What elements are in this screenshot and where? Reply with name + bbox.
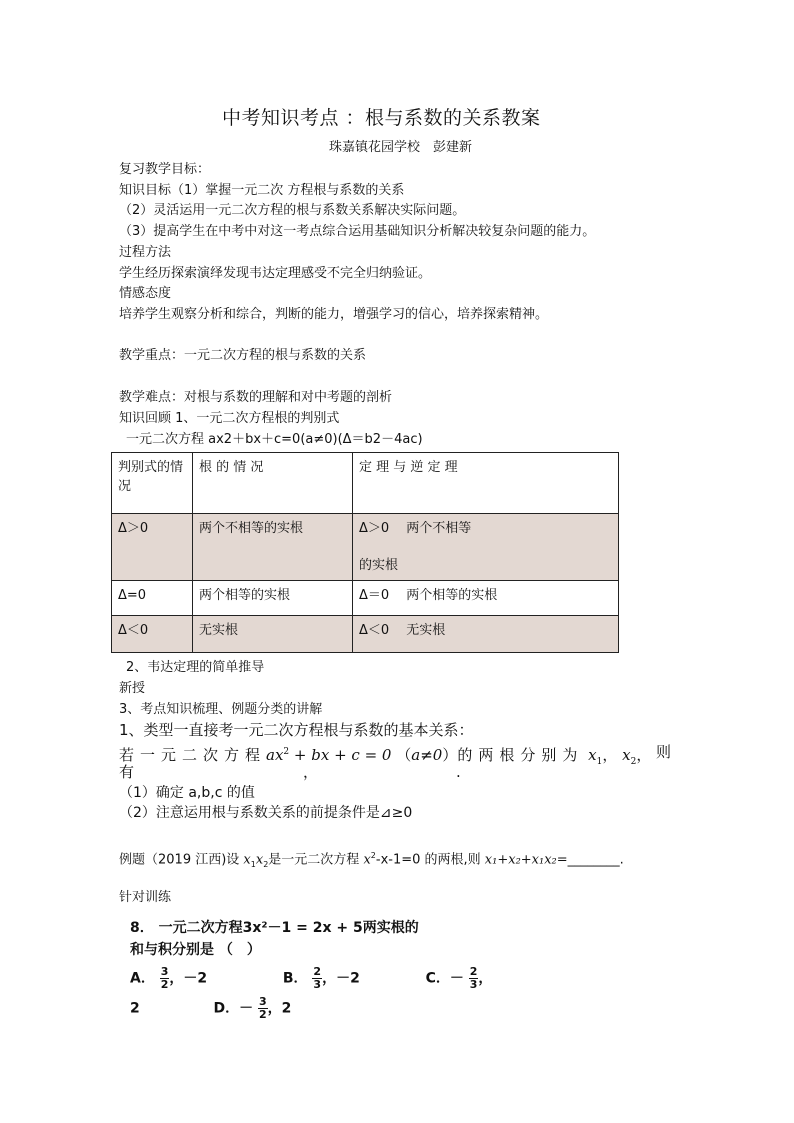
goal-3: （3）提高学生在中考中对这一考点综合运用基础知识分析解决较复杂问题的能力。 <box>119 224 596 239</box>
review-goal-heading: 复习教学目标： <box>119 162 211 177</box>
example-lead: 例题（2019 江西)设 <box>119 852 244 868</box>
author-line: 珠嘉镇花园学校 彭建新 <box>329 140 473 155</box>
cell-theorem-line2: 的实根 <box>359 558 399 573</box>
cond: a≠0 <box>411 746 443 764</box>
header-discriminant: 判别式的情况 <box>112 453 193 514</box>
option-a-num: 3 <box>160 965 169 978</box>
option-c-num: 2 <box>469 965 478 978</box>
example-eq-rest: -x-1=0 的两根,则 <box>375 852 485 868</box>
root-x2: x <box>622 746 631 764</box>
example-x2: x <box>255 852 264 868</box>
difficulty: 教学难点：对根与系数的理解和对中考题的剖析 <box>119 390 393 405</box>
comma: ， <box>636 746 652 764</box>
section-2: 2、韦达定理的简单推导 <box>126 660 265 675</box>
option-d-num: 3 <box>259 995 267 1008</box>
goal-2: （2）灵活运用一元二次方程的根与系数关系解决实际问题。 <box>119 203 466 218</box>
cond-open: （ <box>396 746 412 764</box>
table-row <box>112 581 619 616</box>
cond-close: ） <box>442 746 458 764</box>
cell-roots: 两个不相等的实根 <box>193 514 353 581</box>
option-a-fraction <box>160 966 170 991</box>
table-row <box>112 616 619 653</box>
option-b-den: 3 <box>313 978 322 991</box>
example-blank: ________. <box>567 852 624 868</box>
option-c-tail: 2 <box>130 1000 140 1017</box>
cell-disc: Δ=0 <box>112 581 193 616</box>
header-roots: 根 的 情 况 <box>193 453 353 514</box>
comma-2: ， <box>303 763 319 781</box>
cell-roots: 无实根 <box>193 616 353 653</box>
example-mid: 是一元二次方程 <box>268 852 364 868</box>
example-sub1: 1 <box>250 859 256 869</box>
eq-rest: + bx + c = 0 <box>289 746 392 764</box>
table-row <box>112 514 619 581</box>
key-point: 教学重点：一元二次方程的根与系数的关系 <box>119 348 367 363</box>
option-d-fraction <box>258 996 268 1021</box>
cell-theorem <box>353 514 619 581</box>
example-eq-x: x <box>363 852 371 868</box>
option-b-fraction <box>312 966 322 991</box>
note-2: （2）注意运用根与系数关系的前提条件是⊿≥0 <box>119 805 413 821</box>
goal-1: 知识目标（1）掌握一元二次 方程根与系数的关系 <box>119 183 405 198</box>
root-x1: x <box>588 746 597 764</box>
option-d-label: D．－ <box>213 1000 254 1017</box>
page-title: 中考知识考点 ：根与系数的关系教案 <box>222 107 541 129</box>
process-heading: 过程方法 <box>119 245 172 260</box>
table-header-row <box>112 453 619 514</box>
root-sub1: 1 <box>596 757 603 767</box>
example-sub2: 2 <box>263 859 269 869</box>
cell-disc: Δ＜0 <box>112 616 193 653</box>
eq-ax: ax <box>266 746 284 764</box>
example-line <box>119 848 624 873</box>
option-c-rest: ， <box>478 970 493 987</box>
option-a-rest: ，－2 <box>169 970 208 987</box>
option-c-den: 3 <box>469 978 478 991</box>
section-3: 3、考点知识梳理、例题分类的讲解 <box>119 702 323 717</box>
emotion-heading: 情感态度 <box>119 286 172 301</box>
problem-options-row-1 <box>130 966 492 991</box>
example-eq-sq: 2 <box>370 851 376 860</box>
option-c-label: C．－ <box>425 970 464 987</box>
problem-line-1: 8． 一元二次方程3x²－1 = 2x + 5两实根的 <box>130 920 419 936</box>
cell-disc: Δ＞0 <box>112 514 193 581</box>
type-1-heading: 1、类型一直接考一元二次方程根与系数的基本关系： <box>119 721 474 739</box>
vieta-statement <box>119 743 676 772</box>
option-d-rest: ，2 <box>267 1000 292 1017</box>
option-b-rest: ，－2 <box>322 970 360 987</box>
review-line: 知识回顾 1、一元二次方程根的判别式 <box>119 411 340 426</box>
practice-heading: 针对训练 <box>119 890 172 905</box>
example-x1: x <box>243 852 251 868</box>
cell-theorem: Δ＜0 无实根 <box>353 616 619 653</box>
option-a-label: A． <box>130 970 155 987</box>
example-answer-expr: x₁+x₂+x₁x₂= <box>484 852 568 868</box>
then-word: 则 <box>656 743 672 761</box>
problem-line-2: 和与积分别是 （ ） <box>130 942 261 958</box>
cell-theorem-line1: Δ＞0 两个不相等 <box>359 521 472 536</box>
header-theorem: 定 理 与 逆 定 理 <box>353 453 619 514</box>
option-b-label: B． <box>282 970 308 987</box>
statement-mid: 的两根分别为 <box>457 746 584 764</box>
you-word: 有 <box>119 763 135 781</box>
cell-roots: 两个相等的实根 <box>193 581 353 616</box>
discriminant-table <box>111 452 619 653</box>
comma: ， <box>602 746 618 764</box>
cell-theorem: Δ＝0 两个相等的实根 <box>353 581 619 616</box>
problem-options-row-2 <box>130 996 291 1021</box>
note-1: （1）确定 a,b,c 的值 <box>119 785 255 801</box>
option-d-den: 2 <box>259 1008 267 1021</box>
statement-lead: 若一元二次方程 <box>119 746 267 764</box>
option-a-den: 2 <box>160 978 169 991</box>
eq-square: 2 <box>283 747 290 757</box>
root-sub2: 2 <box>630 757 637 767</box>
option-b-num: 2 <box>313 965 322 978</box>
period: . <box>456 763 461 781</box>
equation-line: 一元二次方程 ax2＋bx＋c=0(a≠0)(Δ＝b2－4ac) <box>126 432 423 447</box>
process-text: 学生经历探索演绎发现韦达定理感受不完全归纳验证。 <box>119 266 432 281</box>
new-lesson: 新授 <box>119 681 146 696</box>
option-c-fraction <box>469 966 479 991</box>
emotion-text: 培养学生观察分析和综合，判断的能力，增强学习的信心，培养探索精神。 <box>119 307 549 322</box>
